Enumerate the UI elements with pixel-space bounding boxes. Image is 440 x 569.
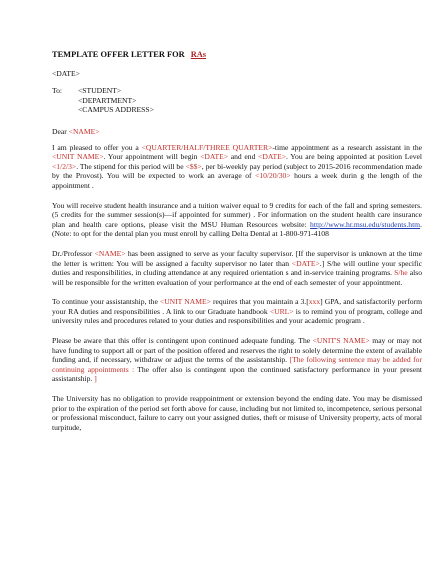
placeholder: <UNIT NAME> bbox=[52, 152, 104, 162]
placeholder: <DATE> bbox=[258, 152, 287, 162]
paragraph-continuation bbox=[52, 297, 422, 326]
placeholder: S/he bbox=[394, 268, 408, 278]
text: is to remind you of program, college and university rules and procedures related to your duties and responsibilities and your academic program . bbox=[52, 306, 422, 326]
paragraph-funding bbox=[52, 336, 422, 384]
text: also will be responsible for the written evaluation of your performance at the end of each semester of your appointment. bbox=[52, 268, 422, 287]
salutation-name: <NAME> bbox=[68, 126, 100, 136]
text: To continue your assistantship, the bbox=[52, 297, 160, 307]
recipient-block bbox=[52, 86, 422, 115]
placeholder: <UNIT NAME> bbox=[159, 297, 211, 307]
placeholder: <1/2/3> bbox=[52, 161, 77, 171]
title-ras: RAs bbox=[190, 50, 207, 59]
text: I am pleased to offer you a bbox=[52, 142, 142, 152]
salutation bbox=[52, 127, 422, 137]
address-line: <DEPARTMENT> bbox=[78, 95, 137, 105]
paragraph-supervisor bbox=[52, 249, 422, 287]
placeholder: [The following sentence may be added for continuing appointments : bbox=[52, 355, 423, 374]
placeholder: <NAME> bbox=[94, 248, 126, 258]
placeholder: <URL> bbox=[269, 306, 294, 316]
placeholder: <DATE> bbox=[291, 258, 320, 268]
text: . (Note: to opt for the dental plan you must enroll by calling Delta Dental at 1-800-971-4108 bbox=[52, 219, 422, 239]
text: ] GPA, and satisfactorily perform your RA duties and responsibilities . A link to our Graduate handbook bbox=[52, 297, 422, 316]
letter-body bbox=[52, 50, 422, 442]
text: has been assigned to serve as your faculty supervisor. [If the supervisor is unknown at the time the letter is written: You will be assigned a faculty supervisor no later than bbox=[52, 248, 422, 268]
text: . Your appointment will begin bbox=[103, 152, 201, 162]
to-label: To: bbox=[52, 86, 63, 96]
placeholder: xxx bbox=[308, 297, 321, 307]
placeholder: <DATE> bbox=[200, 152, 229, 162]
text: hours a week durin g the length of the appointment . bbox=[52, 171, 422, 190]
title-text: TEMPLATE OFFER LETTER FOR bbox=[52, 50, 185, 59]
address-line: <CAMPUS ADDRESS> bbox=[78, 105, 154, 115]
text: -time appointment as a research assistant in the bbox=[272, 142, 422, 152]
placeholder: <10/20/30> bbox=[255, 171, 291, 181]
placeholder: <UNIT'S NAME> bbox=[312, 336, 370, 346]
text: . You are being appointed at position Level bbox=[286, 152, 423, 162]
text: , per bi-weekly pay period (subject to 2015-2016 recommendation made by the Provost). You will be expected to work an average of bbox=[52, 161, 422, 181]
hr-website-link[interactable]: http://www.hr.msu.edu/students.htm bbox=[310, 219, 421, 229]
letter-title bbox=[52, 50, 422, 60]
placeholder: <QUARTER/HALF/THREE QUARTER> bbox=[141, 142, 273, 152]
text: requires that you maintain a 3.[ bbox=[210, 297, 309, 307]
text: The offer also is contingent upon the continued satisfactory performance in your present assistantship. bbox=[52, 364, 422, 384]
salutation-prefix: Dear bbox=[52, 126, 69, 136]
text: .] S/he will outline your specific duties and responsibilities, in cluding attendance at any required orientation s and in-service training programs. bbox=[52, 258, 422, 278]
text: You will receive student health insurance and a tuition waiver equal to 9 credits for each of the fall and spring semesters. (5 credits for the summer session(s)—if appointed for summer) . For information on the student health care insurance plan and health care options, please visit the MSU Human Resources website: bbox=[52, 200, 422, 229]
text: and end bbox=[228, 152, 259, 162]
address-line: <STUDENT> bbox=[78, 86, 122, 96]
paragraph-appointment bbox=[52, 143, 422, 191]
text: Dr./Professor bbox=[52, 248, 95, 258]
placeholder: <$$> bbox=[185, 161, 202, 171]
text: The University has no obligation to provide reappointment or extension beyond the ending date. You may be dismissed prior to the expiration of the period set forth above for cause, including but not limited to, incompetence, serious personal or professional misconduct, failure to carry out your assigned duties, theft or misuse of University property, acts of moral turpitude, bbox=[52, 394, 422, 432]
placeholder: ] bbox=[94, 374, 97, 384]
paragraph-insurance bbox=[52, 201, 422, 239]
date-line: <DATE> bbox=[52, 68, 80, 78]
text: . The stipend for this period will be bbox=[76, 161, 186, 171]
text: may or may not have funding to support all or part of the position offered and reserves the right to solely determine the extent of available funding and, if necessary, withdraw or adjust the terms of the assistantship. bbox=[52, 336, 422, 365]
recipient-address bbox=[78, 86, 154, 115]
paragraph-obligation bbox=[52, 394, 422, 432]
text: Please be aware that this offer is contingent upon continued adequate funding. The bbox=[52, 336, 313, 346]
